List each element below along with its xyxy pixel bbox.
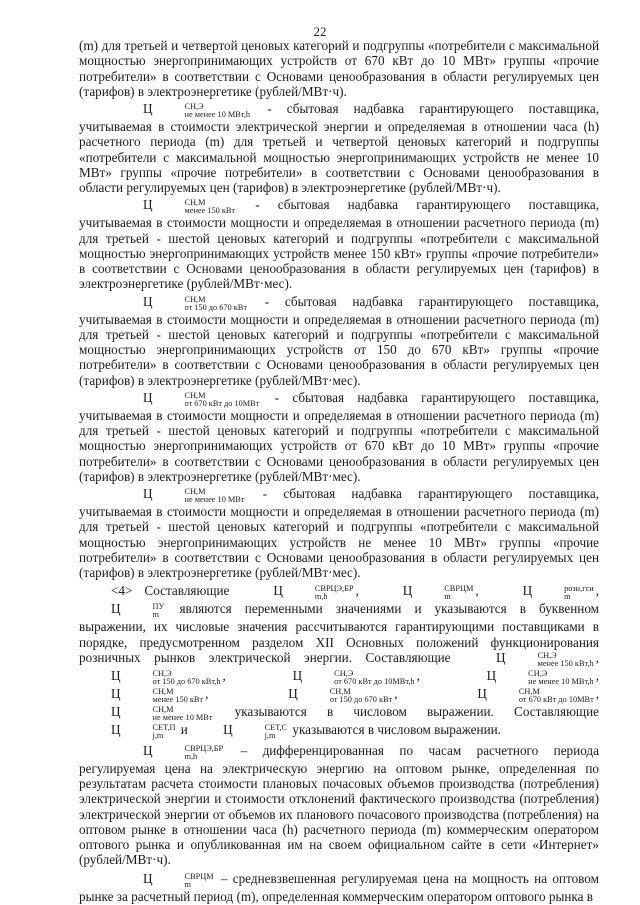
definition-paragraph: [79, 390, 599, 484]
document-body: [79, 38, 599, 904]
definition-text: – дифференцированная по часам расчетного периода регулируемая цена на электрическую энергию на оптовом рынке, определенная по результатам расчета стоимости плановых почасовых объемов производства (потребления) электрической энергии и стоимости отклонений фактического производства (потребления) электрической энергии от объемов их планового почасового производства (потребления) на оптовом рынке в отношении часа (h) расчетного периода (m) коммерческим оператором оптового рынка и опубликованная им на своем официальном сайте в сети «Интернет» (рублей/МВт·ч).: [79, 742, 599, 868]
definition-paragraph: [79, 486, 599, 580]
note-text: являются переменными значениями и указываются в буквенном выражении, их числовые значения рассчитываются гарантирующими поставщиками в порядке, предусмотренном разделом XII Основных положений функционирования розничных рынков электрической энергии. Составляющие: [79, 601, 600, 665]
tariff-symbol: Ц СН,Э не менее 10 МВт,h: [143, 101, 251, 119]
note-text: указываются в числовом выражении.: [292, 721, 501, 737]
tariff-symbol: Ц СН,М менее 150 кВт: [143, 197, 236, 216]
note-text: указываются в числовом выражении. Составляющие: [234, 703, 599, 719]
definition-paragraph: [79, 197, 599, 291]
tariff-symbol: Ц СВРЦМ m: [402, 583, 474, 602]
tariff-symbol: Ц СВРЦМ m: [143, 870, 214, 889]
tariff-symbol: Ц СН,Э не менее 10 МВт,h: [486, 667, 594, 686]
tariff-symbol: Ц СН,М от 670 кВт до 10МВт: [477, 685, 594, 704]
note-paragraph: <4> Составляющие Ц СВРЦЭ,БР m,h , Ц СВРЦМ m , Ц розн,гси m , Ц ПУ m являются переменными значениями и указываются в буквенном выражении, их числовые значения рассчитываются гарантирующими поставщиками в порядке, предусмотренном разделом XII Основных положений функционирования розничных рынков электрической энергии. Составляющие Ц СН,Э менее 150 кВт,h , Ц СН,Э от 150 до 670 кВт,h , Ц СН,Э от 670 кВт до 10МВт,h , Ц СН,Э не менее 10 МВт,h , Ц СН,М менее 150 кВт , Ц СН,М от 150 до 670 кВт , Ц СН,М от 670 кВт до 10МВт , Ц СН,М не менее 10 МВт указываются в числовом выражении. Составляющие Ц СЕТ,П j,m и Ц СЕТ,С j,m указываются в числовом выражении.: [79, 583, 600, 740]
definition-paragraph: [79, 871, 599, 904]
tariff-symbol: Ц СН,М менее 150 кВт: [111, 685, 204, 704]
intro-paragraph: (m) для третьей и четвертой ценовых категорий и подгруппы «потребители с максимальной мощностью энергопринимающих устройств от 670 кВт до 10 МВт» группы «прочие потребители» в соответствии с Основами ценообразования в области регулируемых цен (тарифов) в электроэнергетике (рублей/МВт·ч).: [79, 38, 599, 99]
definition-text: - сбытовая надбавка гарантирующего поставщика, учитываемая в стоимости мощности и определяемая в отношении расчетного периода (m) для третьей - шестой ценовых категорий и подгруппы «потребители с максимальной мощностью энергопринимающих устройств от 150 до 670 кВт» группы «прочие потребители» в соответствии с Основами ценообразования в области регулируемых цен (тарифов) в электроэнергетике (рублей/МВт·мес).: [79, 293, 599, 388]
tariff-symbol: Ц СН,Э менее 150 кВт,h: [496, 649, 594, 668]
definition-paragraph: [79, 294, 599, 388]
tariff-symbol: Ц СН,М не менее 10 МВт: [143, 486, 245, 504]
tariff-symbol: Ц СВРЦЭ,БР m,h: [143, 742, 224, 761]
tariff-symbol: Ц СЕТ,П j,m: [111, 721, 176, 740]
definition-paragraph: [79, 743, 599, 868]
definition-text: – средневзвешенная регулируемая цена на мощность на оптовом рынке за расчетный период (m), определенная коммерческим оператором оптового рынка в: [79, 870, 599, 904]
definition-text: - сбытовая надбавка гарантирующего поставщика, учитываемая в стоимости мощности и определяемая в отношении расчетного периода (m) для третьей - шестой ценовых категорий и подгруппы «потребители с максимальной мощностью энергопринимающих устройств менее 150 кВт» группы «прочие потребители» в соответствии с Основами ценообразования в области регулируемых цен (тарифов) в электроэнергетике (рублей/МВт·мес).: [79, 197, 599, 292]
tariff-symbol: Ц ПУ m: [111, 601, 165, 620]
definition-text: - сбытовая надбавка гарантирующего поставщика, учитываемая в стоимости мощности и определяемая в отношении расчетного периода (m) для третьей - шестой ценовых категорий и подгруппы «потребители с максимальной мощностью энергопринимающих устройств не менее 10 МВт» группы «прочие потребители» в соответствии с Основами ценообразования в области регулируемых цен (тарифов) в электроэнергетике (рублей/МВт·мес).: [79, 486, 599, 580]
note-text: и: [180, 721, 188, 737]
tariff-symbol: Ц СН,М от 670 кВт до 10МВт: [143, 389, 260, 408]
definition-paragraph: [79, 101, 599, 195]
tariff-symbol: Ц СН,М от 150 до 670 кВт: [143, 293, 247, 312]
note-lead: <4> Составляющие: [111, 583, 230, 599]
tariff-symbol: Ц СН,Э от 670 кВт до 10МВт,h: [292, 667, 415, 686]
definition-text: - сбытовая надбавка гарантирующего поставщика, учитываемая в стоимости электрической энергии и определяемая в отношении часа (h) расчетного периода (m) для третьей и четвертой ценовых категорий и подгруппы «потребители с максимальной мощностью энергопринимающих устройств не менее 10 МВт» группы «прочие потребители» в соответствии с Основами ценообразования в области регулируемых цен (тарифов) в электроэнергетике (рублей/МВт·ч).: [79, 101, 599, 195]
tariff-symbol: Ц розн,гси m: [522, 583, 594, 602]
definition-text: - сбытовая надбавка гарантирующего поставщика, учитываемая в стоимости мощности и определяемая в отношении расчетного периода (m) для третьей - шестой ценовых категорий и подгруппы «потребители с максимальной мощностью энергопринимающих устройств от 670 кВт до 10 МВт» группы «прочие потребители» в соответствии с Основами ценообразования в области регулируемых цен (тарифов) в электроэнергетике (рублей/МВт·мес).: [79, 389, 599, 484]
tariff-symbol: Ц СВРЦЭ,БР m,h: [273, 583, 354, 602]
page-number: 22: [313, 24, 327, 39]
tariff-symbol: Ц СН,М не менее 10 МВт: [111, 703, 213, 722]
tariff-symbol: Ц СН,М от 150 до 670 кВт: [288, 685, 393, 704]
tariff-symbol: Ц СЕТ,С j,m: [223, 721, 288, 740]
tariff-symbol: Ц СН,Э от 150 до 670 кВт,h: [111, 667, 221, 686]
